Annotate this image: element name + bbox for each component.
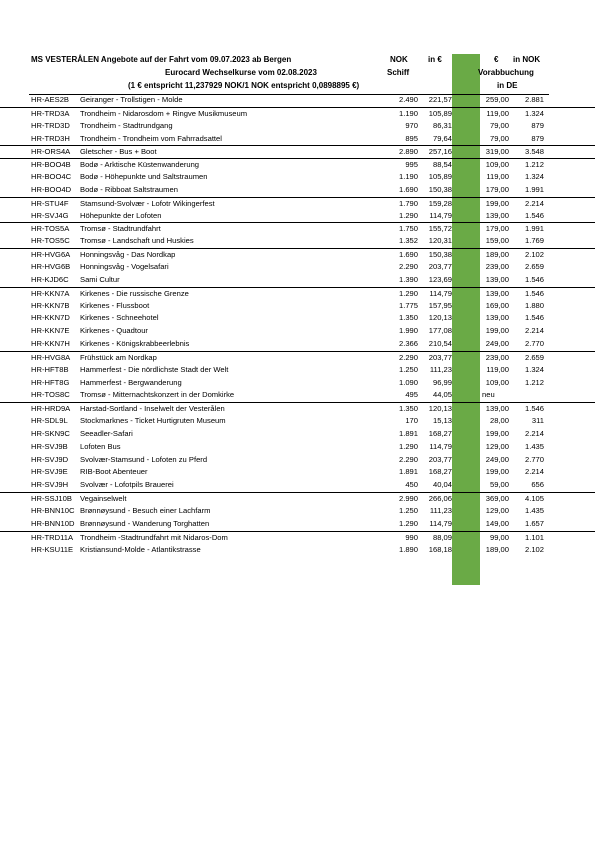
price-eur-ship: 168,18 [428, 544, 452, 554]
price-nok-advance: 1.546 [524, 274, 544, 284]
excursion-description: Sami Cultur [80, 274, 120, 284]
price-nok-advance: 2.214 [524, 198, 544, 208]
table-row [0, 377, 595, 390]
price-eur-ship: 88,54 [432, 160, 452, 170]
price-nok-ship: 995 [405, 160, 418, 170]
price-eur-ship: 111,23 [429, 364, 452, 374]
table-row [0, 184, 595, 197]
price-eur-advance: 119,00 [486, 108, 509, 118]
price-eur-advance: 139,00 [485, 210, 509, 220]
col-header-nok: NOK [390, 55, 408, 64]
excursion-code: HR-KSU11E [31, 544, 74, 554]
price-eur-ship: 257,16 [428, 147, 452, 157]
table-row [0, 120, 595, 133]
price-eur-advance: 259,00 [485, 95, 509, 104]
table-row [0, 171, 595, 184]
price-nok-advance: 1.769 [524, 236, 544, 246]
price-eur-advance: 199,00 [485, 428, 509, 438]
price-nok-advance: 1.324 [524, 364, 544, 374]
price-nok-ship: 990 [405, 532, 418, 542]
document-title: MS VESTERÅLEN Angebote auf der Fahrt vom 09.07.2023 ab Bergen [31, 55, 292, 64]
price-nok-ship: 2.290 [398, 261, 418, 271]
excursion-description: Harstad-Sortland - Inselwelt der Vesterålen [80, 404, 225, 414]
price-nok-ship: 1.250 [398, 506, 418, 515]
excursion-code: HR-HVG6B [31, 261, 71, 271]
excursion-description: Honningsvåg - Das Nordkap [80, 250, 176, 260]
price-eur-ship: 88,09 [432, 532, 452, 542]
excursion-code: HR-BOO4B [31, 160, 71, 170]
table-row [0, 274, 595, 287]
excursion-code: HR-HRD9A [31, 404, 71, 414]
price-eur-ship: 177,08 [428, 326, 452, 336]
table-row [0, 531, 595, 544]
price-eur-advance: 129,00 [485, 441, 509, 451]
excursion-code: HR-HVG6A [31, 250, 71, 260]
table-row [0, 454, 595, 467]
excursion-code: HR-TRD3D [31, 120, 70, 130]
price-eur-ship: 168,27 [428, 428, 452, 438]
price-eur-advance: 199,00 [485, 198, 509, 208]
col-header-schiff: Schiff [387, 68, 410, 77]
price-nok-ship: 1.290 [398, 210, 418, 220]
price-eur-ship: 221,57 [428, 95, 452, 104]
price-eur-ship: 15,13 [432, 416, 452, 426]
price-nok-advance: 2.214 [524, 428, 544, 438]
excursion-code: HR-HFT8G [31, 377, 70, 387]
excursion-description: Brønnøysund - Besuch einer Lachfarm [80, 506, 211, 515]
excursion-code: HR-KKN7H [31, 339, 70, 349]
price-eur-advance: 99,00 [489, 532, 509, 542]
table-row [0, 544, 595, 557]
excursion-code: HR-TOS5A [31, 224, 70, 234]
price-eur-ship: 114,79 [429, 441, 452, 451]
excursion-code: HR-SVJ4G [31, 210, 69, 220]
price-nok-advance: 879 [531, 133, 544, 143]
table-row [0, 133, 595, 146]
price-nok-ship: 170 [405, 416, 418, 426]
price-nok-ship: 2.890 [398, 147, 418, 157]
price-nok-advance: 656 [531, 480, 544, 490]
price-nok-advance: 2.214 [524, 326, 544, 336]
price-nok-advance: 2.659 [524, 352, 544, 362]
excursion-code: HR-SSJ10B [31, 494, 72, 504]
price-nok-advance: 3.548 [524, 147, 544, 157]
table-row [0, 210, 595, 223]
table-row [0, 518, 595, 531]
table-row [0, 261, 595, 274]
price-eur-advance: 199,00 [485, 326, 509, 336]
table-row [0, 248, 595, 261]
price-nok-advance: 1.991 [524, 224, 544, 234]
excursion-description: Bodø - Arktische Küstenwanderung [80, 160, 200, 170]
price-nok-advance: 1.880 [524, 300, 544, 310]
excursion-description: Trondheim - Nidarosdom + Ringve Musikmuseum [80, 108, 248, 118]
excursion-table [0, 94, 595, 556]
table-row [0, 351, 595, 364]
table-row [0, 222, 595, 235]
excursion-description: Trondheim - Trondheim vom Fahrradsattel [80, 133, 222, 143]
price-eur-advance: 239,00 [485, 352, 509, 362]
excursion-description: RIB-Boot Abenteuer [80, 467, 148, 477]
price-nok-ship: 2.990 [398, 494, 418, 504]
excursion-description: Trondheim -Stadtrundfahrt mit Nidaros-Dom [80, 532, 228, 542]
excursion-description: Stamsund-Svolvær - Lofotr Wikingerfest [80, 198, 215, 208]
price-eur-ship: 96,99 [432, 377, 452, 387]
price-nok-ship: 1.750 [398, 224, 418, 234]
excursion-description: Kirkenes - Flussboot [80, 300, 150, 310]
price-nok-ship: 2.490 [398, 95, 418, 104]
excursion-description: Svolvær-Stamsund - Lofoten zu Pferd [80, 454, 208, 464]
price-eur-advance: 139,00 [485, 274, 509, 284]
price-nok-ship: 895 [405, 133, 418, 143]
price-eur-advance: 139,00 [485, 313, 509, 323]
excursion-code: HR-ORS4A [31, 147, 71, 157]
price-nok-advance: 2.659 [524, 261, 544, 271]
excursion-code: HR-BOO4D [31, 184, 72, 194]
table-row [0, 364, 595, 377]
price-nok-advance: 879 [531, 120, 544, 130]
excursion-code: HR-KKN7B [31, 300, 70, 310]
excursion-code: HR-KKN7D [31, 313, 70, 323]
price-eur-ship: 155,72 [428, 224, 452, 234]
excursion-description: Honningsvåg - Vogelsafari [80, 261, 169, 271]
col-header-eur: € [494, 55, 499, 64]
price-eur-ship: 203,77 [428, 454, 452, 464]
price-nok-ship: 1.690 [398, 250, 418, 260]
col-header-vorabbuchung: Vorabbuchung [478, 68, 534, 77]
price-nok-advance: 1.546 [524, 404, 544, 414]
price-eur-ship: 79,64 [432, 133, 452, 143]
table-row [0, 441, 595, 454]
price-eur-advance: 169,00 [485, 300, 509, 310]
table-row [0, 466, 595, 479]
excursion-code: HR-SVJ9D [31, 454, 69, 464]
table-row [0, 197, 595, 210]
price-nok-ship: 2.290 [398, 352, 418, 362]
excursion-code: HR-TRD3H [31, 133, 70, 143]
table-row [0, 402, 595, 415]
excursion-description: Lofoten Bus [80, 441, 121, 451]
excursion-description: Gletscher - Bus + Boot [80, 147, 157, 157]
price-eur-advance: 149,00 [485, 518, 509, 528]
table-row [0, 325, 595, 338]
excursion-description: Tromsø - Stadtrundfahrt [80, 224, 161, 234]
price-eur-advance: 189,00 [485, 250, 509, 260]
price-nok-ship: 2.290 [398, 454, 418, 464]
price-nok-advance: 1.212 [524, 160, 544, 170]
price-nok-advance: 1.101 [524, 532, 544, 542]
price-eur-ship: 44,05 [432, 390, 452, 400]
price-eur-ship: 203,77 [428, 261, 452, 271]
excursion-description: Höhepunkte der Lofoten [80, 210, 162, 220]
excursion-description: Kirkenes - Quadtour [80, 326, 148, 336]
price-nok-ship: 1.390 [398, 274, 418, 284]
price-nok-ship: 1.090 [398, 377, 418, 387]
price-nok-ship: 1.790 [398, 198, 418, 208]
price-eur-advance: 199,00 [485, 467, 509, 477]
price-eur-advance: 179,00 [485, 224, 509, 234]
col-header-in-nok: in NOK [513, 55, 541, 64]
price-nok-ship: 1.290 [398, 441, 418, 451]
table-row [0, 312, 595, 325]
price-eur-advance: 59,00 [489, 480, 509, 490]
price-eur-ship: 86,31 [432, 120, 452, 130]
excursion-description: Seeadler-Safari [80, 428, 133, 438]
price-eur-ship: 150,38 [428, 184, 452, 194]
price-nok-ship: 970 [405, 120, 418, 130]
price-nok-advance: 1.546 [524, 288, 544, 298]
price-eur-ship: 40,04 [432, 480, 452, 490]
excursion-description: Geiranger - Trollstigen - Molde [80, 95, 183, 104]
price-eur-advance: 189,00 [485, 544, 509, 554]
price-eur-advance: 129,00 [485, 506, 509, 515]
price-nok-ship: 1.352 [398, 236, 418, 246]
excursion-code: HR-AES2B [31, 95, 69, 104]
price-eur-advance: 119,00 [486, 364, 509, 374]
excursion-description: Bodø - Höhepunkte und Saltstraumen [80, 172, 208, 182]
price-eur-advance: neu [482, 390, 495, 400]
excursion-description: Bodø - Ribboat Saltstraumen [80, 184, 178, 194]
price-nok-ship: 495 [405, 390, 418, 400]
price-nok-ship: 1.891 [398, 428, 418, 438]
table-row [0, 389, 595, 402]
price-nok-advance: 2.102 [524, 544, 544, 554]
price-eur-advance: 79,00 [489, 120, 509, 130]
price-eur-advance: 249,00 [485, 339, 509, 349]
price-eur-ship: 157,95 [428, 300, 452, 310]
excursion-description: Kirkenes - Königskrabbeerlebnis [80, 339, 190, 349]
exchange-rate-note: (1 € entspricht 11,237929 NOK/1 NOK entspricht 0,0898895 €) [128, 81, 360, 90]
price-nok-advance: 1.991 [524, 184, 544, 194]
table-row [0, 505, 595, 518]
table-row [0, 287, 595, 300]
excursion-code: HR-BOO4C [31, 172, 72, 182]
price-eur-ship: 114,79 [429, 210, 452, 220]
excursion-code: HR-SVJ9B [31, 441, 68, 451]
excursion-code: HR-KKN7E [31, 326, 70, 336]
price-eur-ship: 114,79 [429, 288, 452, 298]
price-nok-ship: 1.190 [398, 108, 418, 118]
price-nok-advance: 2.770 [524, 339, 544, 349]
price-eur-advance: 139,00 [485, 288, 509, 298]
price-nok-advance: 311 [531, 416, 544, 426]
price-eur-ship: 210,54 [428, 339, 452, 349]
price-nok-advance: 1.324 [524, 108, 544, 118]
price-eur-ship: 266,06 [428, 494, 452, 504]
price-nok-ship: 1.290 [398, 518, 418, 528]
excursion-code: HR-SVJ9E [31, 467, 68, 477]
excursion-description: Kirkenes - Die russische Grenze [80, 288, 189, 298]
price-eur-ship: 105,89 [428, 172, 452, 182]
excursion-code: HR-HFT8B [31, 364, 69, 374]
price-eur-advance: 159,00 [485, 236, 509, 246]
excursion-description: Stockmarknes - Ticket Hurtigruten Museum [80, 416, 226, 426]
price-nok-ship: 2.366 [398, 339, 418, 349]
excursion-code: HR-SVJ9H [31, 480, 69, 490]
price-eur-ship: 111,23 [429, 506, 452, 515]
excursion-description: Brønnøysund - Wanderung Torghatten [80, 518, 210, 528]
price-nok-advance: 4.105 [524, 494, 544, 504]
excursion-description: Kristiansund-Molde - Atlantikstrasse [80, 544, 201, 554]
excursion-code: HR-SKN9C [31, 428, 70, 438]
table-row [0, 94, 595, 107]
table-row [0, 492, 595, 505]
price-nok-advance: 1.546 [524, 210, 544, 220]
excursion-code: HR-BNN10C [31, 506, 75, 515]
price-eur-advance: 239,00 [485, 261, 509, 271]
excursion-description: Kirkenes - Schneehotel [80, 313, 159, 323]
price-eur-ship: 159,28 [428, 198, 452, 208]
table-row [0, 300, 595, 313]
price-nok-ship: 1.350 [398, 404, 418, 414]
excursion-description: Frühstück am Nordkap [80, 352, 157, 362]
price-eur-ship: 120,31 [428, 236, 452, 246]
excursion-code: HR-BNN10D [31, 518, 75, 528]
price-nok-advance: 1.435 [524, 441, 544, 451]
price-nok-advance: 1.324 [524, 172, 544, 182]
price-eur-advance: 179,00 [485, 184, 509, 194]
price-nok-advance: 1.435 [524, 506, 544, 515]
price-nok-ship: 1.890 [398, 544, 418, 554]
excursion-code: HR-TOS5C [31, 236, 70, 246]
price-eur-advance: 119,00 [486, 172, 509, 182]
price-eur-ship: 105,89 [428, 108, 452, 118]
excursion-description: Hammerfest - Die nördlichste Stadt der Welt [80, 364, 229, 374]
price-eur-advance: 249,00 [485, 454, 509, 464]
price-nok-ship: 1.190 [398, 172, 418, 182]
table-row [0, 158, 595, 171]
price-nok-ship: 1.990 [398, 326, 418, 336]
excursion-code: HR-TOS8C [31, 390, 70, 400]
price-eur-ship: 168,27 [428, 467, 452, 477]
price-eur-ship: 114,79 [429, 518, 452, 528]
table-row [0, 107, 595, 120]
price-eur-ship: 203,77 [428, 352, 452, 362]
price-eur-ship: 120,13 [428, 404, 452, 414]
excursion-description: Svolvær - Lofotpils Brauerei [80, 480, 174, 490]
excursion-code: HR-TRD3A [31, 108, 70, 118]
excursion-description: Hammerfest - Bergwanderung [80, 377, 182, 387]
excursion-description: Tromsø - Landschaft und Huskies [80, 236, 194, 246]
price-nok-advance: 1.546 [524, 313, 544, 323]
excursion-description: Trondheim - Stadtrundgang [80, 120, 173, 130]
excursion-description: Vegainselwelt [80, 494, 127, 504]
price-eur-ship: 120,13 [428, 313, 452, 323]
price-eur-ship: 150,38 [428, 250, 452, 260]
price-nok-ship: 1.891 [398, 467, 418, 477]
price-nok-advance: 2.881 [524, 95, 544, 104]
exchange-rate-date: Eurocard Wechselkurse vom 02.08.2023 [165, 68, 317, 77]
table-row [0, 479, 595, 492]
price-nok-ship: 1.350 [398, 313, 418, 323]
price-eur-advance: 369,00 [485, 494, 509, 504]
price-nok-advance: 2.102 [524, 250, 544, 260]
excursion-code: HR-HVG8A [31, 352, 71, 362]
excursion-code: HR-KKN7A [31, 288, 70, 298]
price-eur-ship: 123,69 [428, 274, 452, 284]
price-eur-advance: 109,00 [485, 160, 509, 170]
table-row [0, 145, 595, 158]
price-nok-advance: 2.770 [524, 454, 544, 464]
price-nok-ship: 1.290 [398, 288, 418, 298]
price-eur-advance: 28,00 [489, 416, 509, 426]
price-eur-advance: 139,00 [485, 404, 509, 414]
price-nok-advance: 1.657 [524, 518, 544, 528]
price-nok-advance: 1.212 [524, 377, 544, 387]
excursion-code: HR-STU4F [31, 198, 69, 208]
price-eur-advance: 79,00 [489, 133, 509, 143]
col-header-in-eur: in € [428, 55, 442, 64]
table-row [0, 415, 595, 428]
table-row [0, 428, 595, 441]
price-eur-advance: 319,00 [485, 147, 509, 157]
price-nok-ship: 1.775 [398, 300, 418, 310]
excursion-code: HR-KJD6C [31, 274, 69, 284]
price-eur-advance: 109,00 [485, 377, 509, 387]
excursion-code: HR-TRD11A [31, 532, 74, 542]
price-nok-ship: 1.690 [398, 184, 418, 194]
table-row [0, 338, 595, 351]
table-row [0, 235, 595, 248]
price-nok-advance: 2.214 [524, 467, 544, 477]
excursion-description: Tromsø - Mitternachtskonzert in der Domkirke [80, 390, 235, 400]
price-nok-ship: 450 [405, 480, 418, 490]
col-header-in-de: in DE [497, 81, 518, 90]
excursion-code: HR-SDL9L [31, 416, 68, 426]
price-nok-ship: 1.250 [398, 364, 418, 374]
